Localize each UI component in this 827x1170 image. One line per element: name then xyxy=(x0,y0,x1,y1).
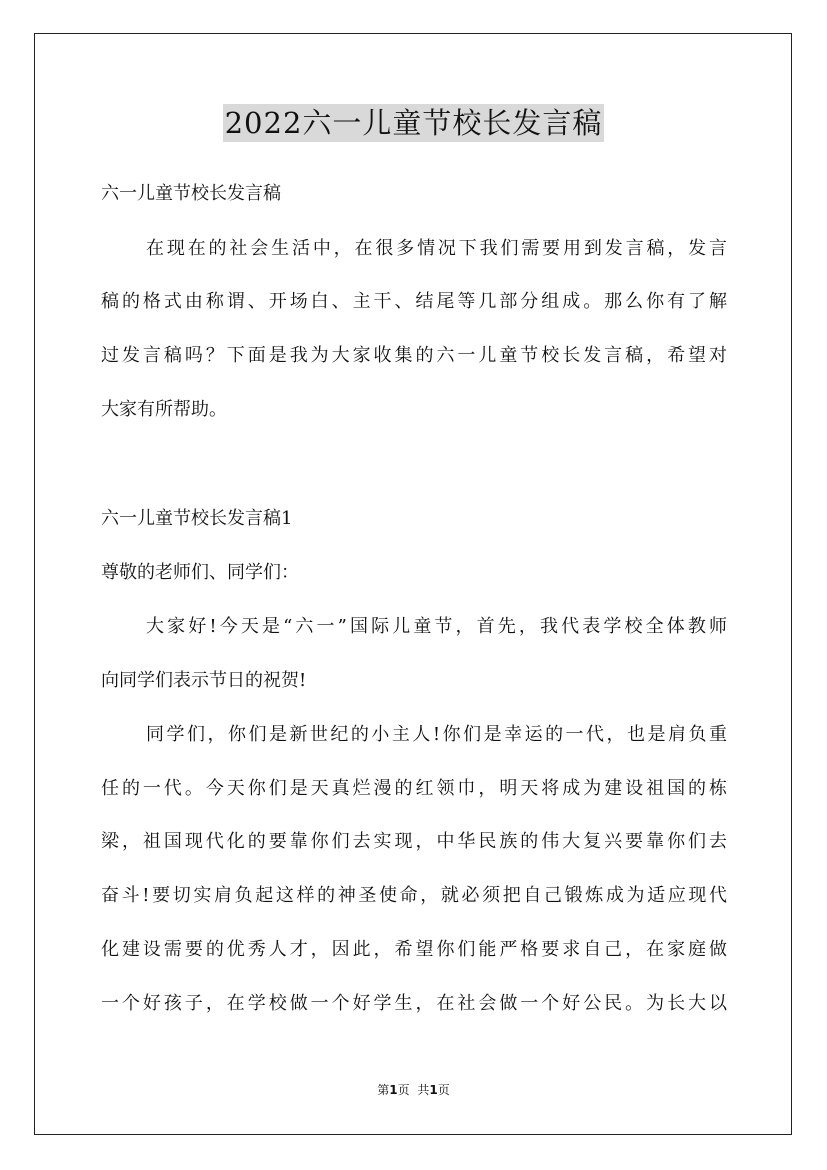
paragraph-line: 任的一代。今天你们是天真烂漫的红领巾，明天将成为建设祖国的栋 xyxy=(101,778,727,799)
page-label-suffix: 页 xyxy=(397,1083,410,1097)
document-title: 2022六一儿童节校长发言稿 xyxy=(224,106,603,140)
page-footer xyxy=(0,1082,827,1098)
title-container xyxy=(0,104,827,142)
paragraph-line: 一个好孩子，在学校做一个好学生，在社会做一个好公民。为长大以 xyxy=(101,993,727,1014)
paragraph-line: 大家好!今天是“六一”国际儿童节，首先，我代表学校全体教师 xyxy=(146,616,727,637)
page-number: 1 xyxy=(389,1083,398,1097)
paragraph-line: 奋斗!要切实肩负起这样的神圣使命，就必须把自己锻炼成为适应现代 xyxy=(101,885,727,906)
paragraph-line: 化建设需要的优秀人才，因此，希望你们能严格要求自己，在家庭做 xyxy=(101,939,727,960)
intro-line: 稿的格式由称谓、开场白、主干、结尾等几部分组成。那么你有了解 xyxy=(101,291,727,312)
paragraph-line: 梁，祖国现代化的要靠你们去实现，中华民族的伟大复兴要靠你们去 xyxy=(101,831,727,852)
intro-line: 大家有所帮助。 xyxy=(101,399,227,420)
section-heading: 六一儿童节校长发言稿1 xyxy=(101,508,293,529)
total-prefix: 共 xyxy=(417,1083,430,1097)
total-suffix: 页 xyxy=(437,1083,450,1097)
paragraph-line: 同学们，你们是新世纪的小主人!你们是幸运的一代，也是肩负重 xyxy=(146,724,727,745)
intro-line: 过发言稿吗？下面是我为大家收集的六一儿童节校长发言稿，希望对 xyxy=(101,345,727,366)
intro-line: 在现在的社会生活中，在很多情况下我们需要用到发言稿，发言 xyxy=(146,238,727,259)
total-pages: 1 xyxy=(429,1083,438,1097)
salutation: 尊敬的老师们、同学们： xyxy=(101,562,299,583)
subtitle: 六一儿童节校长发言稿 xyxy=(101,183,281,204)
page-label-prefix: 第 xyxy=(377,1083,390,1097)
paragraph-line: 向同学们表示节日的祝贺! xyxy=(101,670,307,691)
